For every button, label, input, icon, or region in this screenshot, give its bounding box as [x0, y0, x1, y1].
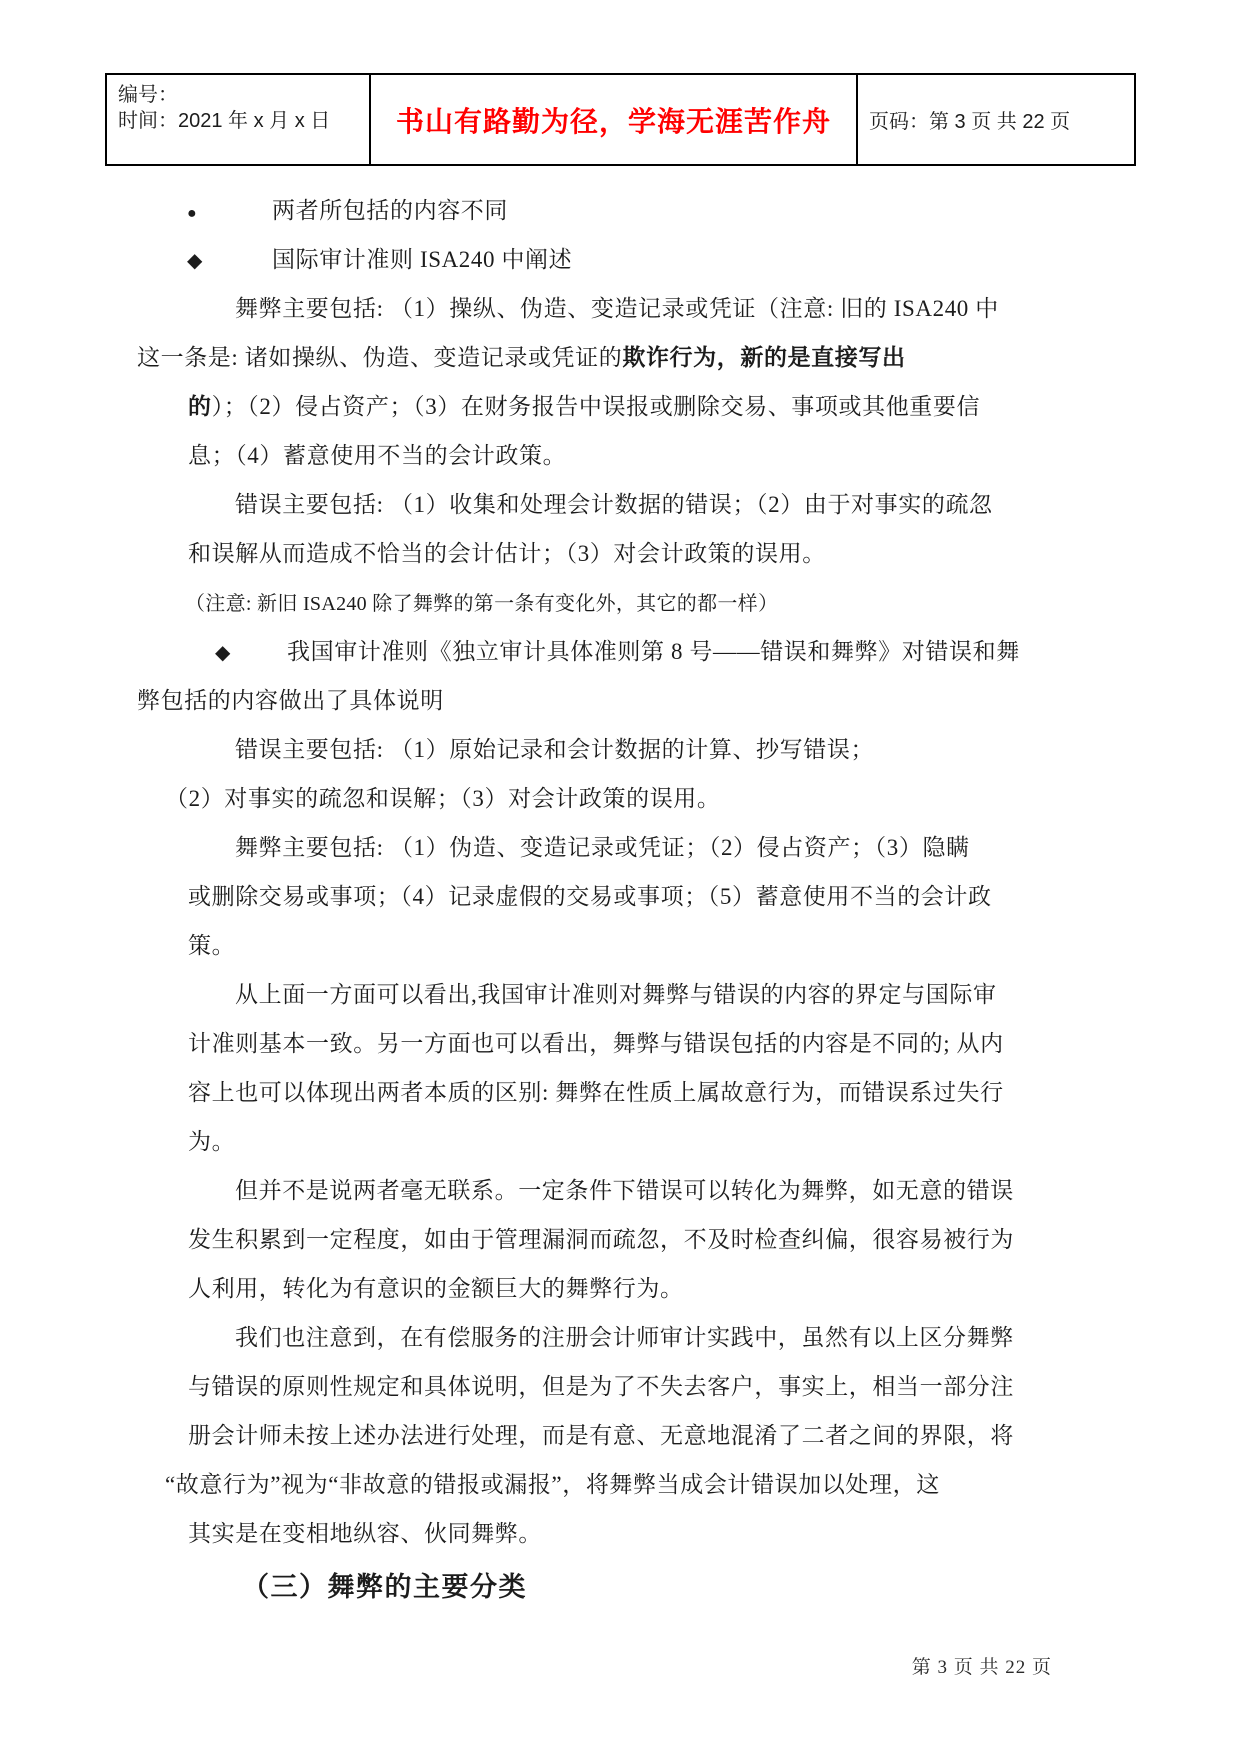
line-text: 和误解从而造成不恰当的会计估计；（3）对会计政策的误用。	[188, 541, 826, 566]
text-line	[137, 480, 1147, 529]
text-line	[137, 431, 1147, 480]
line-text: 国际审计准则 ISA240 中阐述	[272, 247, 573, 272]
text-line	[137, 1313, 1147, 1362]
line-text: 发生积累到一定程度，如由于管理漏洞而疏忽，不及时检查纠偏，很容易被行为	[188, 1227, 1014, 1252]
text-line	[137, 1166, 1147, 1215]
text-line	[137, 1509, 1147, 1558]
line-text: 息；（4）蓄意使用不当的会计政策。	[188, 443, 567, 468]
text-line	[137, 921, 1147, 970]
line-text: 或删除交易或事项；（4）记录虚假的交易或事项；（5）蓄意使用不当的会计政	[188, 884, 992, 909]
header-cell-page	[856, 75, 1134, 164]
line-text: 从上面一方面可以看出,我国审计准则对舞弊与错误的内容的界定与国际审	[235, 982, 997, 1007]
line-text: 策。	[188, 933, 236, 958]
section-heading: （三）舞弊的主要分类	[242, 1572, 527, 1602]
text-line	[137, 676, 1147, 725]
text-line	[137, 774, 1147, 823]
bullet-circle-icon: ●	[187, 205, 198, 222]
line-text: 册会计师未按上述办法进行处理，而是有意、无意地混淆了二者之间的界限，将	[188, 1423, 1014, 1448]
line-text: （注意: 新旧 ISA240 除了舞弊的第一条有变化外，其它的都一样）	[185, 593, 779, 615]
line-text: 为。	[188, 1129, 236, 1154]
bullet-diamond-icon: ◆	[215, 642, 231, 664]
line-text: 这一条是: 诸如操纵、伪造、变造记录或凭证的	[137, 345, 623, 370]
line-text: （2）对事实的疏忽和误解；（3）对会计政策的误用。	[165, 786, 721, 811]
text-line	[137, 823, 1147, 872]
line-text: ）；（2）侵占资产；（3）在财务报告中误报或删除交易、事项或其他重要信	[211, 394, 981, 419]
list-item	[137, 186, 1147, 235]
header-table	[105, 73, 1136, 166]
line-text: 但并不是说两者毫无联系。一定条件下错误可以转化为舞弊，如无意的错误	[235, 1178, 1014, 1203]
line-text-bold: 的	[188, 394, 212, 419]
text-line	[137, 1019, 1147, 1068]
doc-number-label: 编号：	[118, 84, 178, 106]
text-line	[137, 1460, 1147, 1509]
line-text: 舞弊主要包括: （1）伪造、变造记录或凭证；（2）侵占资产；（3）隐瞒	[235, 835, 970, 860]
line-text-bold: 欺诈行为，新的是直接写出	[622, 345, 906, 370]
doc-date-label: 时间：2021 年 x 月 x 日	[118, 110, 331, 132]
text-line	[137, 1215, 1147, 1264]
text-line	[137, 1411, 1147, 1460]
note-line	[137, 578, 1147, 627]
text-line	[137, 1117, 1147, 1166]
line-text: 其实是在变相地纵容、伙同舞弊。	[188, 1521, 542, 1546]
line-text: 弊包括的内容做出了具体说明	[137, 688, 444, 713]
line-text: 舞弊主要包括: （1）操纵、伪造、变造记录或凭证（注意: 旧的 ISA240 中	[235, 296, 999, 321]
text-line	[137, 382, 1147, 431]
line-text: 计准则基本一致。另一方面也可以看出，舞弊与错误包括的内容是不同的; 从内	[188, 1031, 1004, 1056]
text-line	[137, 872, 1147, 921]
list-item	[137, 627, 1147, 676]
line-text: 我国审计准则《独立审计具体准则第 8 号——错误和舞弊》对错误和舞	[287, 639, 1020, 664]
text-line	[137, 970, 1147, 1019]
line-text: 错误主要包括: （1）原始记录和会计数据的计算、抄写错误；	[235, 737, 875, 762]
text-line	[137, 725, 1147, 774]
text-line	[137, 333, 1147, 382]
line-text: 人利用，转化为有意识的金额巨大的舞弊行为。	[188, 1276, 684, 1301]
list-item	[137, 235, 1147, 284]
document-body	[137, 186, 1147, 1616]
header-cell-motto	[369, 75, 856, 164]
text-line	[137, 1362, 1147, 1411]
page-number-label: 页码：第 3 页 共 22 页	[869, 111, 1071, 133]
line-text: 错误主要包括: （1）收集和处理会计数据的错误；（2）由于对事实的疏忽	[235, 492, 993, 517]
line-text: 我们也注意到，在有偿服务的注册会计师审计实践中，虽然有以上区分舞弊	[235, 1325, 1014, 1350]
line-text: 与错误的原则性规定和具体说明，但是为了不失去客户，事实上，相当一部分注	[188, 1374, 1014, 1399]
line-text: 两者所包括的内容不同	[272, 198, 508, 223]
line-text: 容上也可以体现出两者本质的区别: 舞弊在性质上属故意行为，而错误系过失行	[188, 1080, 1004, 1105]
text-line	[137, 1264, 1147, 1313]
motto-text: 书山有路勤为径，学海无涯苦作舟	[395, 105, 831, 137]
text-line	[137, 1068, 1147, 1117]
text-line	[137, 529, 1147, 578]
footer-page-number: 第 3 页 共 22 页	[911, 1657, 1052, 1678]
line-text: “故意行为”视为“非故意的错报或漏报”，将舞弊当成会计错误加以处理，这	[165, 1472, 940, 1497]
text-line	[137, 284, 1147, 333]
header-cell-meta	[107, 75, 369, 164]
bullet-diamond-icon: ◆	[187, 250, 203, 272]
